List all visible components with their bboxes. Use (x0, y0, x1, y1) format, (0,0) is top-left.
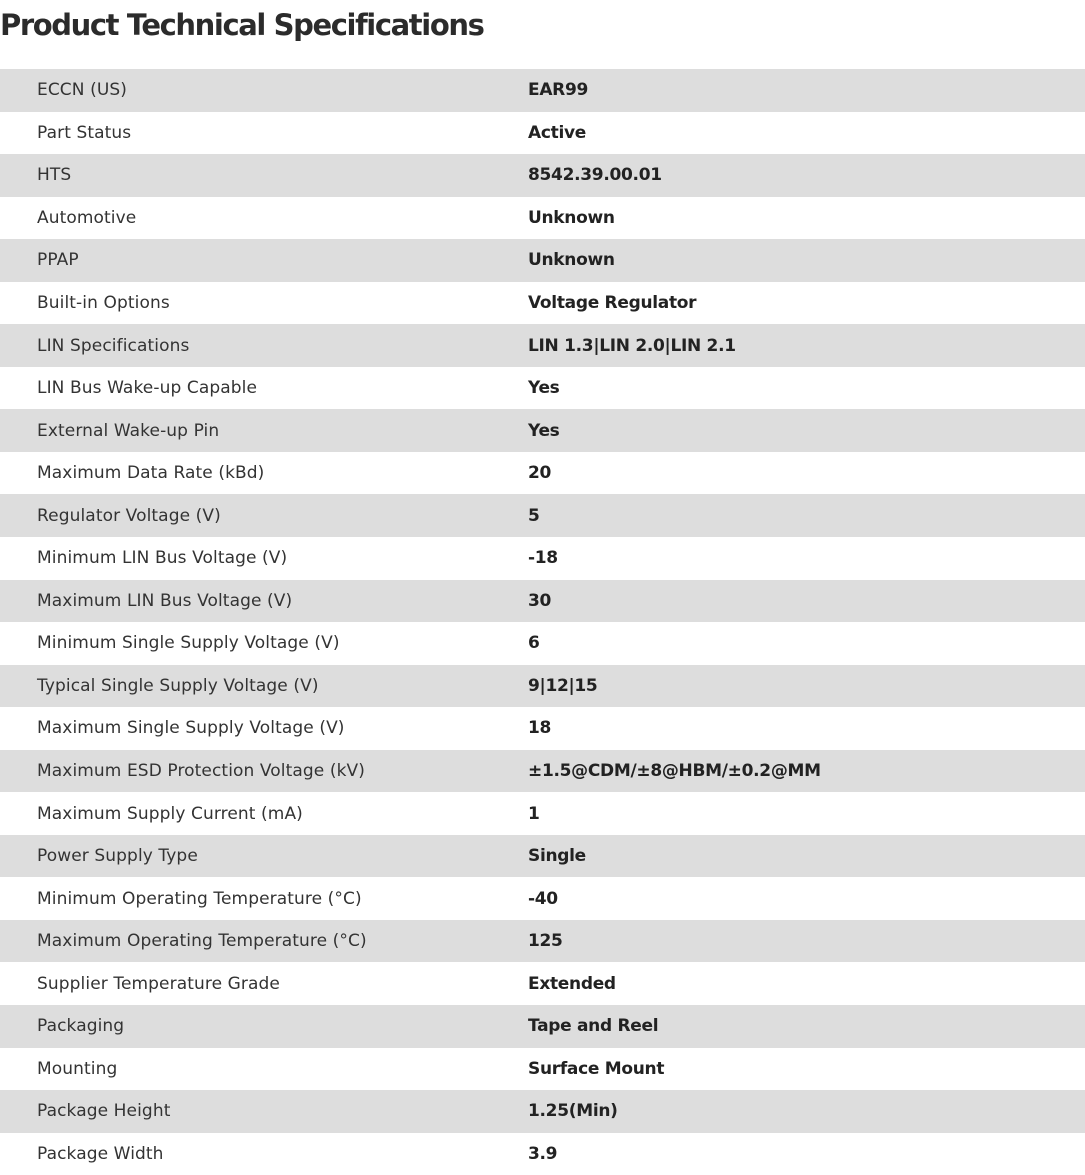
spec-value: ±1.5@CDM/±8@HBM/±0.2@MM (528, 761, 821, 782)
spec-value: 20 (528, 463, 552, 484)
spec-value: Surface Mount (528, 1058, 665, 1079)
spec-value: Yes (528, 420, 560, 441)
spec-row-ppap (0, 239, 1085, 282)
spec-row-package-width (0, 1133, 1085, 1175)
spec-row-max-supply-current (0, 792, 1085, 835)
spec-row-lin-bus-wakeup (0, 367, 1085, 410)
spec-value: 5 (528, 505, 540, 526)
spec-value: Unknown (528, 250, 615, 271)
spec-row-max-esd-protection (0, 750, 1085, 793)
spec-value: Unknown (528, 207, 615, 228)
spec-row-hts (0, 154, 1085, 197)
spec-row-regulator-voltage (0, 494, 1085, 537)
spec-label: Regulator Voltage (V) (37, 505, 221, 526)
spec-label: Maximum Single Supply Voltage (V) (37, 718, 345, 739)
spec-row-built-in-options (0, 282, 1085, 325)
spec-value: 1.25(Min) (528, 1101, 618, 1122)
spec-value: Yes (528, 378, 560, 399)
spec-value: LIN 1.3|LIN 2.0|LIN 2.1 (528, 335, 736, 356)
spec-label: Packaging (37, 1016, 125, 1037)
spec-row-min-lin-bus-voltage (0, 537, 1085, 580)
spec-label: Maximum LIN Bus Voltage (V) (37, 590, 293, 611)
spec-value: Single (528, 846, 586, 867)
spec-label: Minimum Single Supply Voltage (V) (37, 633, 340, 654)
spec-label: PPAP (37, 250, 79, 271)
spec-value: -40 (528, 888, 558, 909)
spec-value: 3.9 (528, 1143, 558, 1164)
spec-label: Supplier Temperature Grade (37, 973, 280, 994)
spec-label: Automotive (37, 207, 137, 228)
spec-label: Minimum LIN Bus Voltage (V) (37, 548, 288, 569)
spec-row-eccn (0, 69, 1085, 112)
spec-row-power-supply-type (0, 835, 1085, 878)
spec-label: Power Supply Type (37, 846, 198, 867)
spec-row-automotive (0, 197, 1085, 240)
spec-row-supplier-temp-grade (0, 962, 1085, 1005)
spec-row-typ-single-supply-voltage (0, 665, 1085, 708)
spec-label: Maximum Operating Temperature (°C) (37, 931, 367, 952)
spec-value: EAR99 (528, 80, 589, 101)
spec-label: Minimum Operating Temperature (°C) (37, 888, 362, 909)
spec-value: 1 (528, 803, 540, 824)
spec-label: Maximum ESD Protection Voltage (kV) (37, 761, 366, 782)
spec-value: 18 (528, 718, 552, 739)
spec-row-min-single-supply-voltage (0, 622, 1085, 665)
spec-row-max-operating-temp (0, 920, 1085, 963)
spec-row-packaging (0, 1005, 1085, 1048)
spec-row-min-operating-temp (0, 877, 1085, 920)
spec-row-mounting (0, 1048, 1085, 1091)
spec-label: HTS (37, 165, 72, 186)
spec-label: ECCN (US) (37, 80, 128, 101)
spec-label: LIN Bus Wake-up Capable (37, 378, 258, 399)
spec-row-external-wakeup-pin (0, 409, 1085, 452)
spec-label: Package Width (37, 1143, 164, 1164)
spec-value: Voltage Regulator (528, 293, 697, 313)
spec-row-package-height (0, 1090, 1085, 1133)
spec-value: Tape and Reel (528, 1016, 659, 1037)
spec-value: 9|12|15 (528, 675, 598, 696)
spec-label: LIN Specifications (37, 335, 190, 356)
spec-row-max-lin-bus-voltage (0, 580, 1085, 623)
spec-value: Extended (528, 973, 616, 994)
spec-value: 8542.39.00.01 (528, 165, 662, 186)
spec-label: Mounting (37, 1058, 118, 1079)
spec-label: Part Status (37, 122, 132, 143)
spec-table (0, 69, 1085, 1175)
spec-value: 30 (528, 590, 552, 611)
page-title: Product Technical Specifications (0, 8, 484, 42)
spec-row-max-data-rate (0, 452, 1085, 495)
spec-label: Typical Single Supply Voltage (V) (37, 675, 319, 696)
spec-value: 6 (528, 633, 540, 654)
spec-row-lin-specifications (0, 324, 1085, 367)
spec-value: -18 (528, 548, 558, 569)
spec-label: External Wake-up Pin (37, 420, 220, 441)
spec-label: Built-in Options (37, 293, 170, 313)
spec-value: 125 (528, 931, 563, 952)
spec-value: Active (528, 122, 586, 143)
spec-label: Maximum Supply Current (mA) (37, 803, 303, 824)
spec-label: Package Height (37, 1101, 171, 1122)
spec-row-max-single-supply-voltage (0, 707, 1085, 750)
spec-label: Maximum Data Rate (kBd) (37, 463, 265, 484)
spec-row-part-status (0, 112, 1085, 155)
